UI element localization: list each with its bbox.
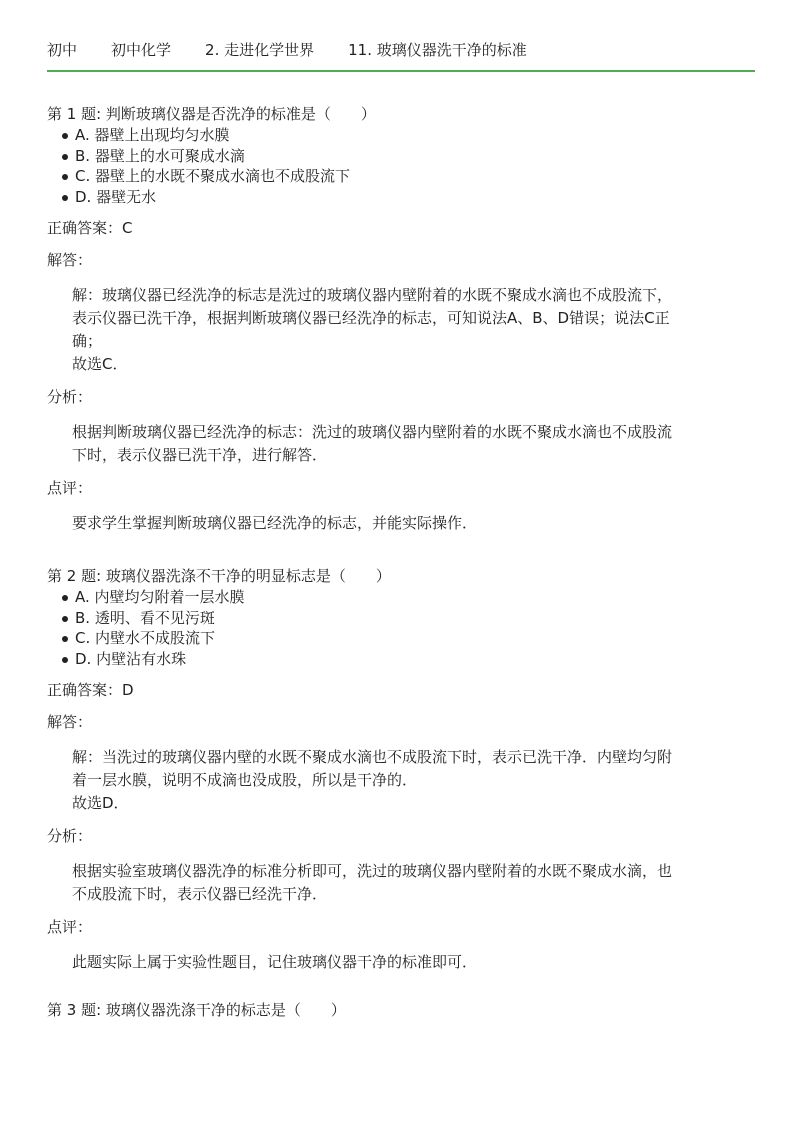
answer-value: D [122,681,134,699]
solution-label: 解答： [47,713,93,731]
option-d: D. 器壁无水 [75,187,757,208]
option-d: D. 内壁沾有水珠 [75,649,757,670]
option-a: A. 器壁上出现均匀水膜 [75,125,757,146]
analysis-text [47,421,757,467]
correct-answer [47,218,757,239]
option-list [47,125,757,207]
analysis-text [47,860,757,906]
comment-label: 点评： [47,479,93,497]
solution-line: 故选D． [72,794,129,812]
breadcrumb [47,40,755,72]
option-a: A. 内壁均匀附着一层水膜 [75,587,757,608]
solution-text [47,746,757,815]
solution-line: 着一层水膜，说明不成滴也没成股，所以是干净的． [72,771,418,789]
question-title: 第 3 题: 玻璃仪器洗涤干净的标志是（ ） [47,1001,346,1019]
solution-line: 解：玻璃仪器已经洗净的标志是洗过的玻璃仪器内壁附着的水既不聚成水滴也不成股流下， [72,286,673,304]
solution-line: 表示仪器已洗干净，根据判断玻璃仪器已经洗净的标志，可知说法A、B、D错误；说法C正 [72,309,670,327]
question-2 [47,566,757,974]
solution-line: 解：当洗过的玻璃仪器内壁的水既不聚成水滴也不成股流下时，表示已洗干净．内壁均匀附 [72,748,673,766]
comment-text: 此题实际上属于实验性题目，记住玻璃仪器干净的标准即可． [72,953,478,971]
option-b: B. 器壁上的水可聚成水滴 [75,146,757,167]
breadcrumb-item-level[interactable]: 初中 [47,41,78,59]
analysis-line: 根据判断玻璃仪器已经洗净的标志：洗过的玻璃仪器内壁附着的水既不聚成水滴也不成股流 [72,423,673,441]
question-title: 第 1 题: 判断玻璃仪器是否洗净的标准是（ ） [47,105,376,123]
breadcrumb-item-subject[interactable]: 初中化学 [111,41,172,59]
breadcrumb-item-chapter[interactable]: 2. 走进化学世界 [205,41,315,59]
correct-answer [47,680,757,701]
analysis-line: 根据实验室玻璃仪器洗净的标准分析即可，洗过的玻璃仪器内壁附着的水既不聚成水滴，也 [72,862,673,880]
option-b: B. 透明、看不见污斑 [75,608,757,629]
answer-value: C [122,219,133,237]
solution-line: 故选C． [72,355,128,373]
answer-label: 正确答案： [47,681,123,699]
analysis-label: 分析： [47,388,93,406]
question-1 [47,104,757,535]
solution-line: 确； [72,332,103,350]
option-c: C. 器壁上的水既不聚成水滴也不成股流下 [75,166,757,187]
solution-text [47,284,757,376]
answer-label: 正确答案： [47,219,123,237]
analysis-line: 下时，表示仪器已洗干净，进行解答． [72,446,328,464]
analysis-label: 分析： [47,827,93,845]
analysis-line: 不成股流下时，表示仪器已经洗干净． [72,885,328,903]
breadcrumb-item-topic[interactable]: 11. 玻璃仪器洗干净的标准 [348,41,527,59]
option-c: C. 内壁水不成股流下 [75,628,757,649]
question-title: 第 2 题: 玻璃仪器洗涤不干净的明显标志是（ ） [47,567,391,585]
option-list [47,587,757,669]
question-3 [47,1000,757,1021]
comment-label: 点评： [47,918,93,936]
comment-text: 要求学生掌握判断玻璃仪器已经洗净的标志，并能实际操作． [72,514,478,532]
solution-label: 解答： [47,251,93,269]
